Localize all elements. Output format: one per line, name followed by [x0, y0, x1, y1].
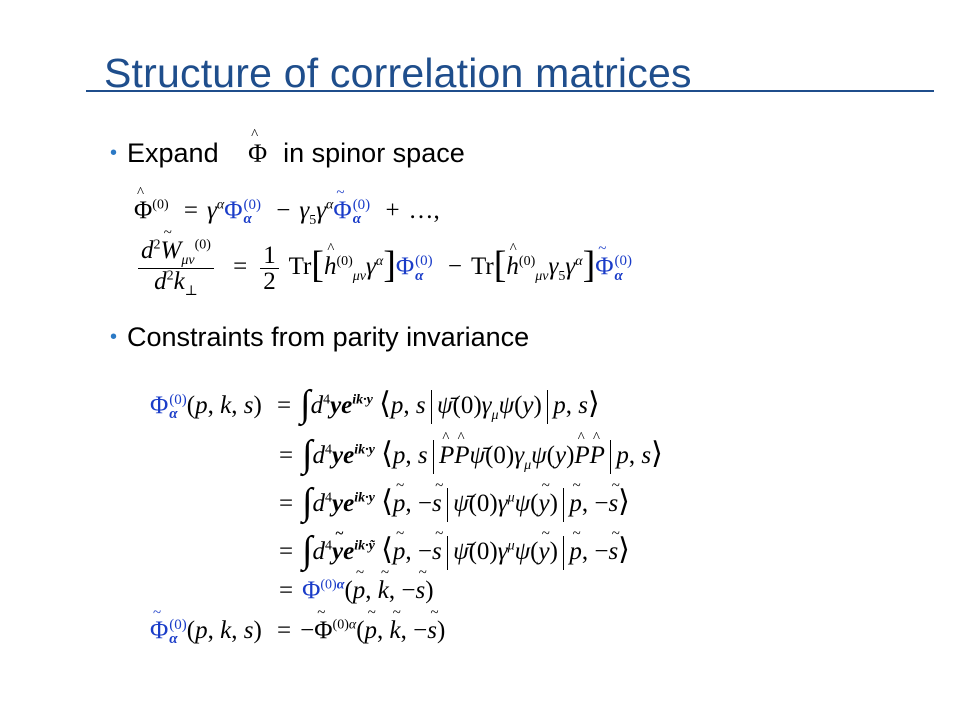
parity-line-3: = $\int d^4ye^{ik\cdot y}$ ⟨~ p, −~ s $\psī(0)\gamma^\mu\psi(\sim$ y)~ p, −~ s⟩: [270, 480, 630, 522]
parity-line-1: Φ (0) α (p, k, $s) = \int d^4ye^{ik\cdot y}$ ⟨p, s $\psī(0)\gamma_\mu\psi(y)$ p, s⟩: [150, 383, 600, 425]
bullet-expand: [110, 138, 465, 169]
equation-spinor-expansion: ^ $\Phi^{(0)} = \gamma^\alpha\Phi$ (0) α − $\gamma_5\gamma^\alpha\sim$ Φ (0) α + …,: [134, 198, 440, 228]
slide-title: Structure of correlation matrices: [104, 50, 692, 96]
parity-line-4: = $\int d^4\sim$ $ye^{ik\cdot ỹ}$ ⟨~ p, −~ s $\psī(0)\gamma^\mu\psi(\sim$ y)~ p, −~ s⟩: [270, 528, 630, 570]
bullet-expand-pre: Expand: [127, 138, 219, 168]
equation-trace-decomposition: $\frac{d^2\sim W_{\mu\nu}^{(0)}}{d^2k_\perp}$ = $\frac{1}{2}$ Tr[^ $h^{(0)}_{\mu\nu}\gamma^\alpha]\Phi$ (0) α − Tr[^ $h^{(0)}_{\mu\nu}\gamma_5\gamma^\alpha]\sim$ Φ (0) α: [134, 238, 632, 299]
parity-line-5: = $\Phi^{(0)\alpha}(\sim$ p, ~ k, −~ s): [270, 578, 434, 603]
phi-hat-symbol: ^ Φ: [248, 139, 267, 169]
bullet-parity-text: Constraints from parity invariance: [127, 322, 530, 352]
parity-line-6: ~ Φ (0) α (p, k, s) = −~ $\Phi^{(0)\alpha}(\sim$ p, ~ k, −~ s): [150, 618, 445, 647]
title-underline: [86, 90, 934, 92]
bullet-expand-post: in spinor space: [283, 138, 465, 168]
bullet-dot-icon: •: [110, 142, 118, 164]
parity-line-2: = $\int d^4ye^{ik\cdot y}$ ⟨p, s^ P^ $P\psī(0)\gamma_\mu\psi(y)\^{}$ P^ P p, s⟩: [270, 432, 663, 474]
bullet-dot-icon: •: [110, 326, 118, 348]
bullet-parity: [110, 322, 529, 353]
